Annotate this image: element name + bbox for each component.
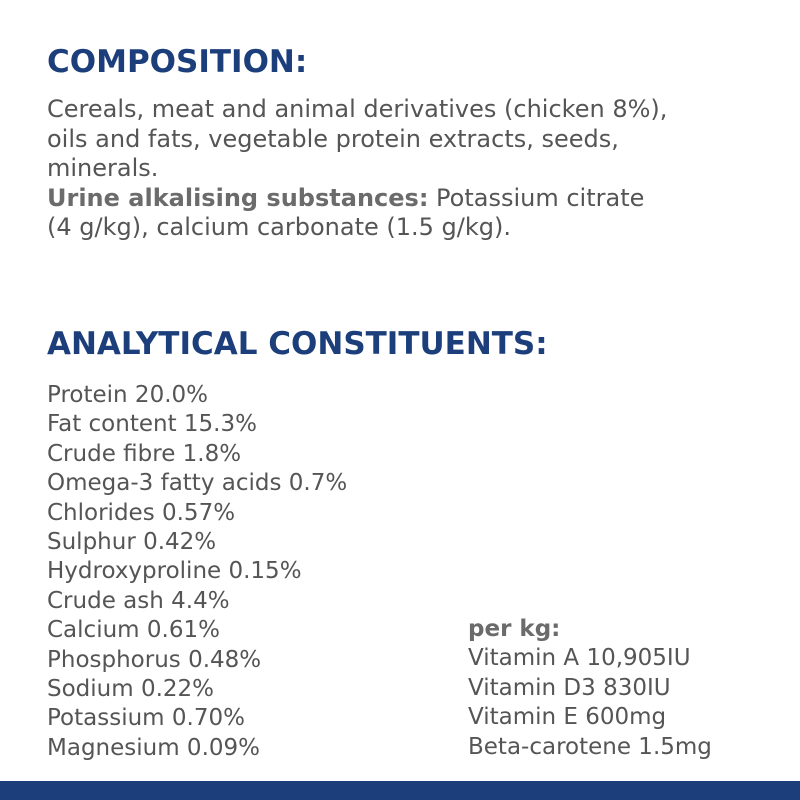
per-kg-list xyxy=(468,644,712,762)
urine-alkalising-value: Potassium citrate xyxy=(428,183,645,212)
list-item: Vitamin A 10,905IU xyxy=(468,645,691,672)
composition-line: minerals. xyxy=(47,154,159,182)
urine-alkalising-value-continued: (4 g/kg), calcium carbonate (1.5 g/kg). xyxy=(47,213,512,241)
composition-line: oils and fats, vegetable protein extracts, seeds, xyxy=(47,124,619,153)
per-kg-title: per kg: xyxy=(468,616,561,642)
composition-heading: COMPOSITION: xyxy=(47,44,308,80)
list-item: Vitamin E 600mg xyxy=(468,704,667,731)
urine-alkalising-label: Urine alkalising substances: xyxy=(47,183,429,212)
list-item: Sulphur 0.42% xyxy=(47,529,217,556)
list-item: Chlorides 0.57% xyxy=(47,499,236,526)
list-item: Beta-carotene 1.5mg xyxy=(468,733,712,760)
urine-alkalising-line xyxy=(47,184,767,214)
list-item: Magnesium 0.09% xyxy=(47,734,260,761)
composition-line: Cereals, meat and animal derivatives (chicken 8%), xyxy=(47,95,668,123)
list-item: Crude fibre 1.8% xyxy=(47,440,242,467)
list-item: Potassium 0.70% xyxy=(47,705,245,732)
composition-text xyxy=(47,95,767,243)
list-item: Phosphorus 0.48% xyxy=(47,646,262,673)
list-item: Sodium 0.22% xyxy=(47,676,215,703)
per-kg-block xyxy=(468,615,712,762)
list-item: Hydroxyproline 0.15% xyxy=(47,558,302,585)
analytical-constituents-list xyxy=(47,381,347,763)
list-item: Calcium 0.61% xyxy=(47,617,220,644)
bottom-accent-bar xyxy=(0,781,800,800)
list-item: Omega-3 fatty acids 0.7% xyxy=(47,470,348,497)
list-item: Fat content 15.3% xyxy=(47,411,257,438)
list-item: Vitamin D3 830IU xyxy=(468,674,671,701)
list-item: Crude ash 4.4% xyxy=(47,587,230,614)
analytical-constituents-heading: ANALYTICAL CONSTITUENTS: xyxy=(47,326,548,362)
list-item: Protein 20.0% xyxy=(47,382,208,408)
